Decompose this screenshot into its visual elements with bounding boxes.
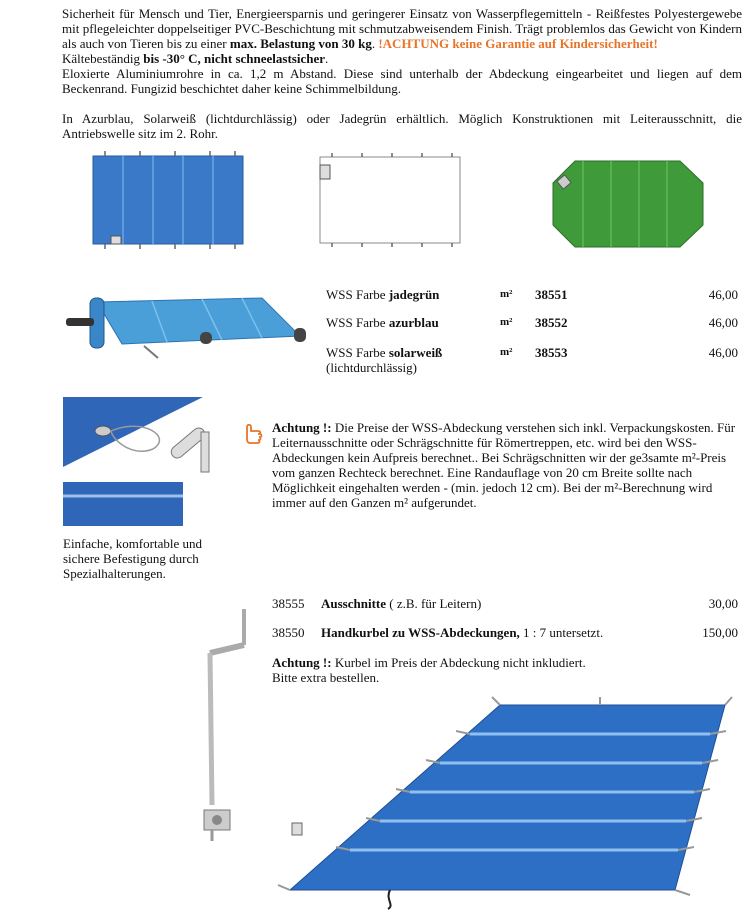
rolled-cover-image — [62, 284, 312, 364]
pointing-hand-icon — [244, 421, 264, 447]
product-code: 38553 — [535, 345, 568, 360]
fixing-detail-image — [63, 397, 245, 477]
load-limit: max. Belastung von 30 kg — [229, 36, 372, 51]
pool-cover-perspective-image — [270, 695, 740, 910]
green-cover-image — [545, 153, 710, 253]
white-cover-image — [312, 153, 472, 248]
fixing-strip-image — [63, 482, 183, 526]
product-price: 46,00 — [708, 287, 738, 302]
product-name: WSS Farbe azurblau — [326, 315, 439, 330]
intro-paragraph: Sicherheit für Mensch und Tier, Energieersparnis und geringerer Einsatz von Wasserpflegemitteln - Reißfestes Polyestergewebe mit pflegeleichter doppelseitiger PVC-Beschichtung mit schmutzabweisendem Finish. Trägt problemlos das Gewicht von Kindern als auch von Tieren bis zu einer max. Belastung von 30 kg. !ACHTUNG keine Garantie auf Kindersicherheit! Kältebeständig bis -30° C, nicht schneelastsicher. — [62, 6, 742, 66]
price-notice — [272, 420, 742, 510]
accessory-price: 30,00 — [708, 596, 738, 611]
accessory-name: Handkurbel zu WSS-Abdeckungen, 1 : 7 untersetzt. — [321, 625, 604, 640]
crank-note-label: Achtung !: — [272, 655, 332, 670]
warning-text: !ACHTUNG keine Garantie auf Kindersicherheit! — [378, 36, 658, 51]
product-unit: m² — [500, 316, 513, 328]
notice-text: Die Preise der WSS-Abdeckung verstehen sich inkl. Verpackungskosten. Für Leiternausschnitte oder Schrägschnitte für Römertreppen, etc. wird bei den WSS-Abdeckungen kein Aufpreis berechnet.. Bei Schrägschnitten wir der ge3samte m²-Preis vom ganzen Rechteck berechnet. Eine Randauflage von 20 cm Breite sollte nach Möglichkeit eingehalten werden - (min. jedoch 12 cm). Bei der m²-Berechnung wird immer auf den Ganzen m² aufgerundet. — [272, 420, 736, 510]
crank-note: Achtung !: Kurbel im Preis der Abdeckung nicht inkludiert. Bitte extra bestellen. — [272, 655, 586, 685]
product-price: 46,00 — [708, 315, 738, 330]
tubes-paragraph: Eloxierte Aluminiumrohre in ca. 1,2 m Abstand. Diese sind unterhalb der Abdeckung eingearbeitet und liegen auf dem Beckenrand. Fungizid beschichtet daher keine Schimmelbildung. — [62, 66, 742, 96]
product-price: 46,00 — [708, 345, 738, 360]
accessory-name: Ausschnitte ( z.B. für Leitern) — [321, 596, 482, 611]
accessory-code: 38550 — [272, 625, 305, 640]
notice-label: Achtung !: — [272, 420, 332, 435]
accessory-code: 38555 — [272, 596, 305, 611]
product-unit: m² — [500, 288, 513, 300]
intro-block — [62, 6, 742, 141]
blue-cover-image — [85, 150, 255, 250]
cold-resistance: bis -30° C, nicht schneelastsicher — [143, 51, 326, 66]
product-name: WSS Farbe jadegrün — [326, 287, 440, 302]
hand-crank-image — [190, 605, 260, 845]
product-name: WSS Farbe solarweiß (lichtdurchlässig) — [326, 345, 443, 375]
product-code: 38552 — [535, 315, 568, 330]
product-unit: m² — [500, 346, 513, 358]
accessory-price: 150,00 — [702, 625, 738, 640]
colors-paragraph: In Azurblau, Solarweiß (lichtdurchlässig) oder Jadegrün erhältlich. Möglich Konstruktionen mit Leiterausschnitt, die Antriebswelle sitz im 2. Rohr. — [62, 111, 742, 141]
product-code: 38551 — [535, 287, 568, 302]
fixing-caption: Einfache, komfortable und sichere Befestigung durch Spezialhalterungen. — [63, 536, 202, 581]
